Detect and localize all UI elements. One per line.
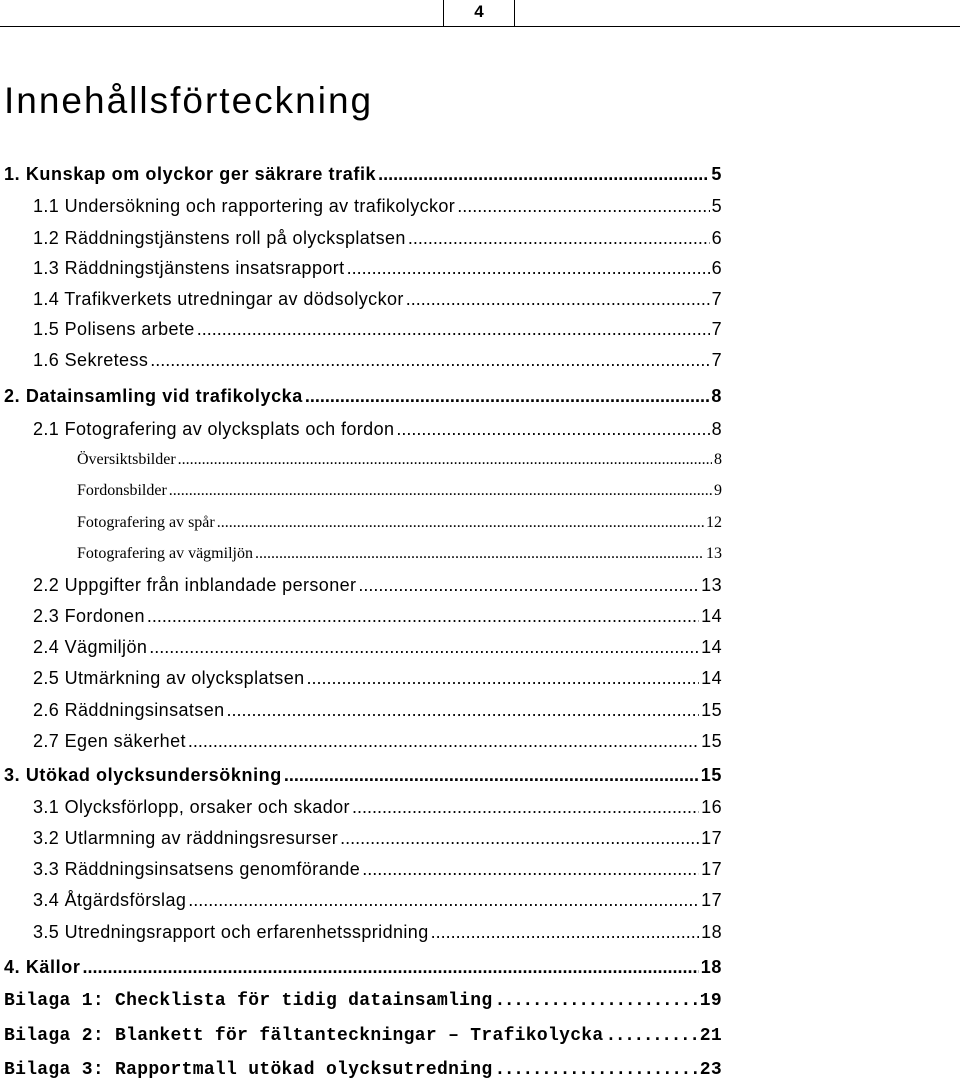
toc-entry-label: 2.1 Fotografering av olycksplats och fordon bbox=[33, 419, 395, 439]
toc-leader bbox=[352, 797, 699, 818]
toc-entry-page: 17 bbox=[701, 859, 722, 879]
page-number: 4 bbox=[474, 2, 484, 21]
toc-entry-label: 3.5 Utredningsrapport och erfarenhetsspridning bbox=[33, 922, 429, 942]
toc-entry[interactable] bbox=[33, 319, 722, 340]
toc-entry-label: 4. Källor bbox=[4, 957, 81, 977]
toc-entry-page: 23 bbox=[699, 1060, 722, 1080]
toc-entry[interactable] bbox=[4, 164, 722, 185]
toc-leader bbox=[606, 1026, 698, 1046]
toc-entry-page: 8 bbox=[711, 386, 722, 406]
toc-leader bbox=[284, 765, 699, 786]
toc-entry-label: 1.1 Undersökning och rapportering av trafikolyckor bbox=[33, 196, 456, 216]
toc-entry-page: 18 bbox=[700, 957, 722, 977]
toc-entry[interactable] bbox=[33, 258, 722, 279]
toc-leader bbox=[305, 386, 709, 407]
toc-entry-page: 17 bbox=[701, 890, 722, 910]
toc-leader bbox=[457, 196, 709, 217]
toc-leader bbox=[197, 319, 710, 340]
page-header bbox=[0, 0, 960, 26]
toc-entry-page: 15 bbox=[701, 700, 722, 720]
toc-leader bbox=[255, 545, 704, 563]
toc-entry[interactable] bbox=[33, 922, 722, 943]
toc-entry[interactable] bbox=[77, 545, 722, 563]
toc-leader bbox=[150, 350, 709, 371]
toc-entry[interactable] bbox=[77, 451, 722, 469]
toc-entry-page: 7 bbox=[711, 289, 722, 309]
toc-leader bbox=[494, 1060, 697, 1080]
toc-entry[interactable] bbox=[33, 575, 722, 596]
toc-leader bbox=[340, 828, 699, 849]
toc-entry[interactable] bbox=[33, 700, 722, 721]
toc-entry-label: Bilaga 3: Rapportmall utökad olycksutredning bbox=[4, 1060, 493, 1080]
toc-leader bbox=[217, 514, 704, 532]
toc-entry-label: 3.2 Utlarmning av räddningsresurser bbox=[33, 828, 339, 848]
toc-entry[interactable] bbox=[4, 957, 722, 978]
toc-entry-page: 13 bbox=[706, 545, 722, 562]
toc-entry[interactable] bbox=[33, 228, 722, 249]
toc-entry-page: 16 bbox=[701, 797, 722, 817]
toc-entry-page: 9 bbox=[714, 482, 722, 499]
toc-entry-label: 2.7 Egen säkerhet bbox=[33, 731, 186, 751]
toc-leader bbox=[431, 922, 700, 943]
toc-entry-label: Bilaga 2: Blankett för fältanteckningar – Trafikolycka bbox=[4, 1026, 604, 1046]
toc-entry[interactable] bbox=[33, 859, 722, 880]
toc-entry[interactable] bbox=[33, 797, 722, 818]
toc-entry-page: 7 bbox=[711, 350, 722, 370]
toc-entry-label: Fotografering av spår bbox=[77, 514, 215, 531]
toc-entry[interactable] bbox=[77, 482, 722, 500]
toc-entry-page: 19 bbox=[699, 991, 722, 1011]
toc-leader bbox=[178, 451, 712, 469]
toc-entry[interactable] bbox=[33, 637, 722, 658]
toc-entry-page: 18 bbox=[701, 922, 722, 942]
toc-entry[interactable] bbox=[4, 386, 722, 407]
toc-entry[interactable] bbox=[33, 606, 722, 627]
header-divider-right bbox=[514, 0, 515, 26]
toc-entry-label: 2.5 Utmärkning av olycksplatsen bbox=[33, 668, 305, 688]
toc-entry-label: 1.2 Räddningstjänstens roll på olycksplatsen bbox=[33, 228, 406, 248]
toc-leader bbox=[188, 731, 699, 752]
toc-entry-label: Fotografering av vägmiljön bbox=[77, 545, 253, 562]
toc-entry-page: 14 bbox=[701, 606, 722, 626]
toc-entry-page: 5 bbox=[711, 164, 722, 184]
toc-entry-label: 2. Datainsamling vid trafikolycka bbox=[4, 386, 303, 406]
toc-entry-page: 8 bbox=[711, 419, 722, 439]
toc-entry[interactable] bbox=[33, 419, 722, 440]
toc-entry[interactable] bbox=[33, 731, 722, 752]
toc-entry-page: 6 bbox=[711, 228, 722, 248]
toc-leader bbox=[396, 419, 709, 440]
toc-entry-label: 2.2 Uppgifter från inblandade personer bbox=[33, 575, 357, 595]
page-title: Innehållsförteckning bbox=[4, 80, 374, 121]
toc-leader bbox=[82, 957, 698, 978]
toc-entry[interactable] bbox=[4, 1026, 722, 1046]
toc-entry-page: 21 bbox=[699, 1026, 722, 1046]
toc-entry-label: 3.3 Räddningsinsatsens genomförande bbox=[33, 859, 361, 879]
toc-entry-label: 2.4 Vägmiljön bbox=[33, 637, 148, 657]
toc-leader bbox=[147, 606, 699, 627]
toc-leader bbox=[362, 859, 699, 880]
toc-entry-label: 1.6 Sekretess bbox=[33, 350, 149, 370]
toc-leader bbox=[169, 482, 712, 500]
toc-leader bbox=[494, 991, 697, 1011]
toc-entry-page: 14 bbox=[701, 637, 722, 657]
toc-entry-label: 1.5 Polisens arbete bbox=[33, 319, 195, 339]
toc-leader bbox=[406, 289, 710, 310]
toc-entry-page: 5 bbox=[711, 196, 722, 216]
toc-entry-page: 13 bbox=[701, 575, 722, 595]
toc-entry[interactable] bbox=[33, 668, 722, 689]
toc-entry[interactable] bbox=[4, 991, 722, 1011]
toc-leader bbox=[307, 668, 700, 689]
toc-entry-label: Fordonsbilder bbox=[77, 482, 167, 499]
toc-entry-label: 1. Kunskap om olyckor ger säkrare trafik bbox=[4, 164, 377, 184]
toc-entry-label: 3. Utökad olycksundersökning bbox=[4, 765, 282, 785]
toc-entry-label: 3.4 Åtgärdsförslag bbox=[33, 890, 187, 910]
toc-leader bbox=[188, 890, 699, 911]
toc-entry-page: 17 bbox=[701, 828, 722, 848]
toc-entry-page: 12 bbox=[706, 514, 722, 531]
toc-leader bbox=[227, 700, 700, 721]
toc-entry[interactable] bbox=[33, 890, 722, 911]
toc-entry-page: 15 bbox=[700, 765, 722, 785]
toc-entry-label: 1.3 Räddningstjänstens insatsrapport bbox=[33, 258, 345, 278]
toc-entry-page: 8 bbox=[714, 451, 722, 468]
toc-entry-label: 2.6 Räddningsinsatsen bbox=[33, 700, 225, 720]
toc-entry[interactable] bbox=[33, 350, 722, 371]
toc-entry-page: 14 bbox=[701, 668, 722, 688]
toc-entry[interactable] bbox=[77, 514, 722, 532]
toc-leader bbox=[358, 575, 699, 596]
toc-entry[interactable] bbox=[4, 1060, 722, 1080]
toc-entry[interactable] bbox=[4, 765, 722, 786]
toc-entry[interactable] bbox=[33, 289, 722, 310]
toc-entry[interactable] bbox=[33, 828, 722, 849]
toc-entry-label: 3.1 Olycksförlopp, orsaker och skador bbox=[33, 797, 350, 817]
toc-leader bbox=[378, 164, 709, 185]
toc-entry-label: Översiktsbilder bbox=[77, 451, 176, 468]
toc-entry-page: 7 bbox=[711, 319, 722, 339]
toc-leader bbox=[149, 637, 699, 658]
toc-entry-page: 6 bbox=[711, 258, 722, 278]
toc-entry-label: Bilaga 1: Checklista för tidig datainsamling bbox=[4, 991, 493, 1011]
header-rule bbox=[0, 26, 960, 27]
toc-entry-label: 1.4 Trafikverkets utredningar av dödsolyckor bbox=[33, 289, 404, 309]
toc-entry-page: 15 bbox=[701, 731, 722, 751]
toc-entry-label: 2.3 Fordonen bbox=[33, 606, 145, 626]
toc-leader bbox=[408, 228, 710, 249]
toc-leader bbox=[347, 258, 710, 279]
toc-entry[interactable] bbox=[33, 196, 722, 217]
